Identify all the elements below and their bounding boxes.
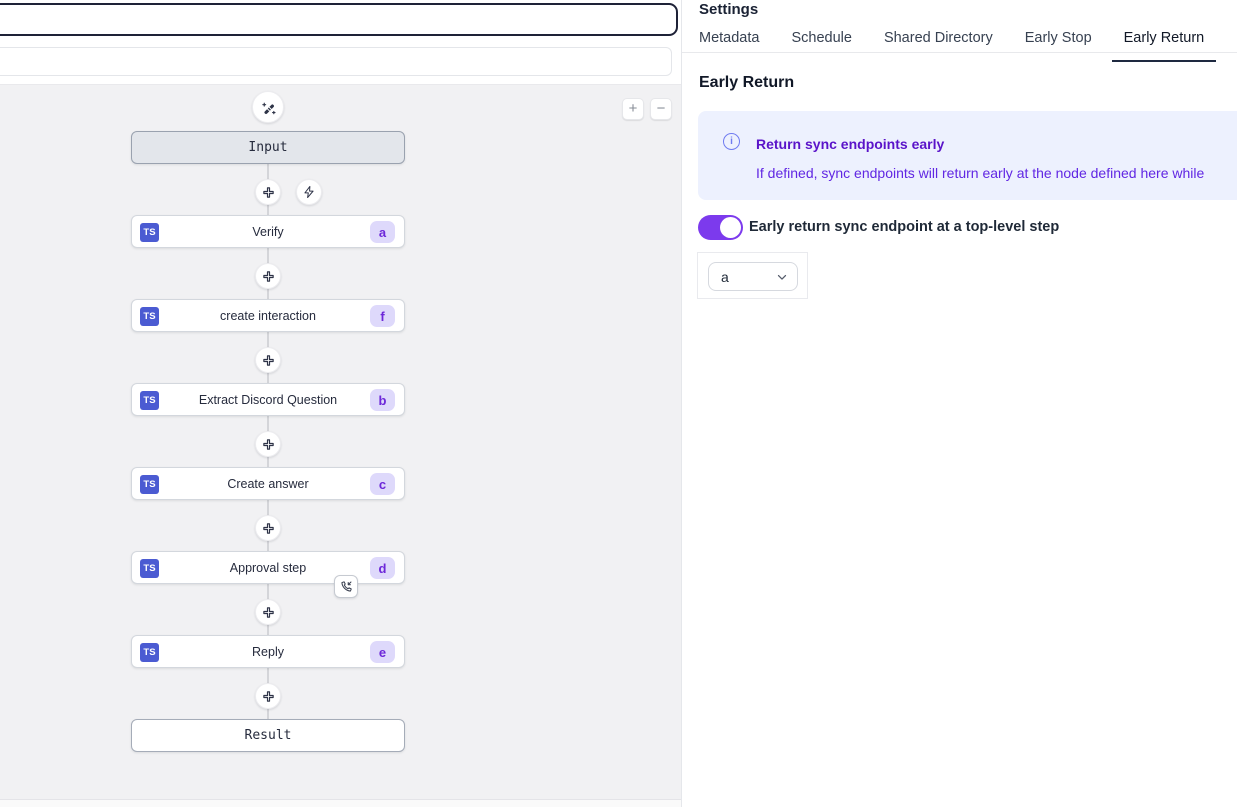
node-label: Verify [252, 224, 284, 239]
plus-icon [261, 605, 276, 620]
tab-metadata[interactable]: Metadata [699, 30, 760, 46]
node-label: Create answer [227, 476, 309, 491]
typescript-icon: TS [140, 391, 159, 410]
settings-title: Settings [699, 1, 759, 18]
plus-icon [261, 689, 276, 704]
callout-title: Return sync endpoints early [756, 136, 945, 152]
step-select-value: a [721, 268, 729, 285]
add-trigger-button[interactable] [296, 179, 322, 205]
zoom-in-button[interactable] [622, 98, 644, 120]
node-key-badge: b [370, 389, 395, 411]
early-return-toggle[interactable] [698, 215, 743, 240]
tabs-divider [682, 52, 1237, 53]
workflow-node-create-interaction[interactable] [131, 299, 405, 332]
early-return-heading: Early Return [699, 74, 795, 91]
add-step-button[interactable] [255, 347, 281, 373]
node-key-badge: e [370, 641, 395, 663]
early-return-info-callout [698, 111, 1237, 200]
add-step-button[interactable] [255, 599, 281, 625]
zoom-out-button[interactable] [650, 98, 672, 120]
callback-badge[interactable] [334, 575, 358, 598]
node-key-badge: f [370, 305, 395, 327]
plus-icon [261, 521, 276, 536]
node-key-badge: c [370, 473, 395, 495]
tab-early-return[interactable]: Early Return [1124, 30, 1205, 55]
magic-wand-icon [260, 99, 277, 116]
plus-icon [261, 353, 276, 368]
step-select-container [697, 252, 808, 299]
node-label: Input [248, 140, 288, 155]
workflow-node-reply[interactable] [131, 635, 405, 668]
minus-icon: − [656, 100, 666, 117]
node-label: Approval step [229, 560, 307, 575]
add-step-button[interactable] [255, 263, 281, 289]
magic-wand-button[interactable] [252, 91, 284, 123]
phone-incoming-icon [339, 580, 353, 594]
node-label: Result [244, 728, 292, 743]
workflow-canvas[interactable] [0, 84, 681, 800]
node-label: create interaction [220, 308, 316, 323]
chevron-down-icon [775, 270, 789, 284]
add-step-button[interactable] [255, 683, 281, 709]
typescript-icon: TS [140, 223, 159, 242]
workflow-node-create-answer[interactable] [131, 467, 405, 500]
canvas-text-input-focused[interactable] [0, 3, 678, 36]
plus-icon: + [628, 100, 638, 117]
step-select[interactable] [708, 262, 798, 291]
node-label: Extract Discord Question [198, 392, 338, 407]
typescript-icon: TS [140, 559, 159, 578]
workflow-node-input[interactable] [131, 131, 405, 164]
add-step-button[interactable] [255, 431, 281, 457]
typescript-icon: TS [140, 643, 159, 662]
workflow-node-approval-step[interactable] [131, 551, 405, 584]
tab-early-stop[interactable]: Early Stop [1024, 30, 1092, 46]
node-label: Reply [252, 644, 284, 659]
node-key-badge: a [370, 221, 395, 243]
typescript-icon: TS [140, 475, 159, 494]
canvas-text-input[interactable] [0, 47, 672, 76]
node-key-badge: d [370, 557, 395, 579]
tab-schedule[interactable]: Schedule [791, 30, 852, 46]
tab-shared-directory[interactable]: Shared Directory [883, 30, 993, 46]
workflow-node-verify[interactable] [131, 215, 405, 248]
add-step-button[interactable] [255, 179, 281, 205]
zap-icon [302, 185, 316, 199]
canvas-bottom-strip [0, 800, 681, 807]
callout-body: If defined, sync endpoints will return early at the node defined here while [756, 165, 1205, 181]
workflow-node-result[interactable] [131, 719, 405, 752]
early-return-toggle-label: Early return sync endpoint at a top-level step [749, 219, 1060, 235]
info-icon: i [723, 133, 740, 150]
toggle-knob [720, 217, 741, 238]
plus-icon [261, 185, 276, 200]
plus-icon [261, 437, 276, 452]
add-step-button[interactable] [255, 515, 281, 541]
settings-panel [681, 0, 1237, 807]
typescript-icon: TS [140, 307, 159, 326]
workflow-node-extract-discord-question[interactable] [131, 383, 405, 416]
plus-icon [261, 269, 276, 284]
